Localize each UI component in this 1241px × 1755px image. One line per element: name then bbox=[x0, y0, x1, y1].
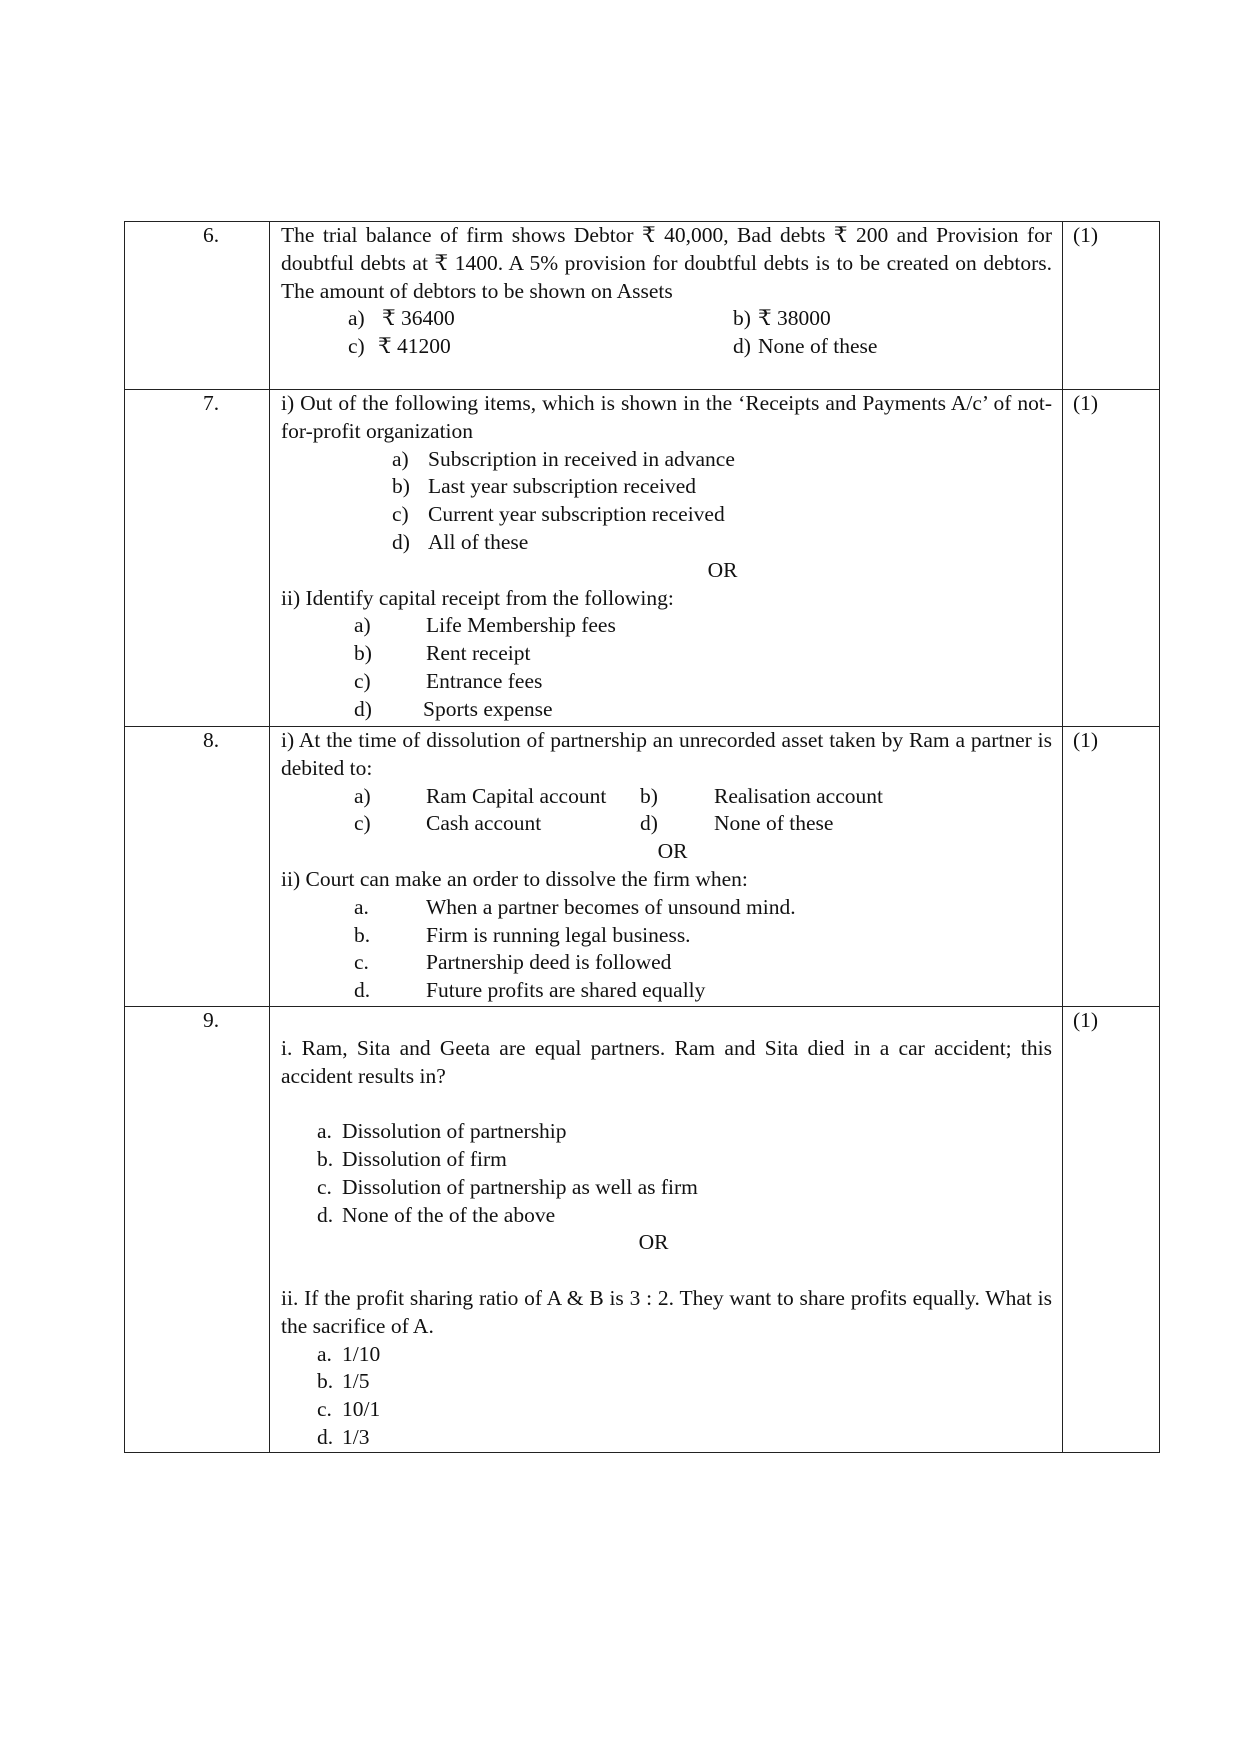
option-row bbox=[281, 894, 1052, 922]
option-label: b. bbox=[354, 922, 371, 947]
option-row bbox=[281, 305, 1052, 333]
marks: (1) bbox=[1073, 728, 1099, 752]
option-text: Dissolution of partnership bbox=[342, 1119, 567, 1144]
option-row bbox=[281, 1341, 1052, 1369]
question-stem: i. Ram, Sita and Geeta are equal partners. Ram and Sita died in a car accident; this accident results in? bbox=[281, 1035, 1052, 1088]
marks-cell bbox=[1063, 390, 1160, 727]
option-label: d. bbox=[317, 1424, 334, 1449]
option-label: a. bbox=[317, 1341, 332, 1366]
question-number: 7. bbox=[202, 391, 220, 415]
question-body bbox=[270, 727, 1063, 1007]
option-text: ₹ 38000 bbox=[758, 306, 831, 331]
question-number-cell bbox=[125, 222, 270, 390]
option-text: None of these bbox=[714, 811, 834, 836]
question-body bbox=[270, 1007, 1063, 1453]
question-number-cell bbox=[125, 1007, 270, 1453]
marks-cell bbox=[1063, 1007, 1160, 1453]
question-number: 6. bbox=[202, 223, 220, 247]
option-label: d) bbox=[640, 811, 658, 836]
option-text: Rent receipt bbox=[426, 641, 531, 666]
option-text: Current year subscription received bbox=[428, 502, 725, 527]
option-row bbox=[281, 1396, 1052, 1424]
option-text: Realisation account bbox=[714, 783, 883, 808]
option-row bbox=[281, 810, 1052, 838]
option-label: c) bbox=[354, 811, 371, 836]
option-label: b. bbox=[317, 1146, 334, 1171]
option-row bbox=[281, 1368, 1052, 1396]
option-row bbox=[281, 529, 1052, 557]
option-row bbox=[281, 501, 1052, 529]
option-row bbox=[281, 1202, 1052, 1230]
option-label: a) bbox=[392, 446, 409, 471]
question-row-9 bbox=[125, 1007, 1160, 1453]
option-label: b. bbox=[317, 1369, 334, 1394]
question-table bbox=[124, 221, 1160, 1453]
option-text: None of the of the above bbox=[342, 1202, 556, 1227]
question-row-7 bbox=[125, 390, 1160, 727]
option-text: Cash account bbox=[426, 811, 542, 836]
option-row bbox=[281, 1424, 1052, 1452]
option-label: a. bbox=[354, 894, 369, 919]
option-text: Dissolution of firm bbox=[342, 1146, 507, 1171]
option-label: b) bbox=[354, 641, 372, 666]
option-row bbox=[281, 977, 1052, 1005]
question-body bbox=[270, 390, 1063, 727]
option-label: d) bbox=[392, 529, 410, 554]
option-text: 1/5 bbox=[342, 1369, 370, 1394]
option-label: b) bbox=[733, 306, 751, 331]
option-label: d. bbox=[317, 1202, 334, 1227]
marks: (1) bbox=[1073, 391, 1099, 415]
option-label: c. bbox=[354, 950, 369, 975]
option-text: All of these bbox=[428, 529, 529, 554]
option-text: ₹ 36400 bbox=[382, 306, 455, 331]
marks: (1) bbox=[1073, 223, 1099, 247]
option-text: Subscription in received in advance bbox=[428, 446, 735, 471]
question-stem: ii) Identify capital receipt from the following: bbox=[281, 585, 674, 610]
option-text: Ram Capital account bbox=[426, 783, 607, 808]
option-row bbox=[281, 783, 1052, 811]
question-number: 9. bbox=[202, 1008, 220, 1032]
marks-cell bbox=[1063, 222, 1160, 390]
question-stem: i) Out of the following items, which is shown in the ‘Receipts and Payments A/c’ of not-for-profit organization bbox=[281, 391, 1052, 443]
question-row-8 bbox=[125, 727, 1160, 1007]
question-row-6 bbox=[125, 222, 1160, 390]
option-text: Partnership deed is followed bbox=[426, 950, 672, 975]
option-row bbox=[281, 668, 1052, 696]
or-divider: OR bbox=[638, 1230, 669, 1255]
marks: (1) bbox=[1073, 1008, 1099, 1032]
option-text: 1/3 bbox=[342, 1424, 370, 1449]
option-label: c) bbox=[348, 334, 365, 359]
option-label: a) bbox=[354, 783, 371, 808]
option-label: c) bbox=[354, 668, 371, 693]
question-number-cell bbox=[125, 390, 270, 727]
question-body bbox=[270, 222, 1063, 390]
option-text: Sports expense bbox=[423, 696, 553, 721]
option-row bbox=[281, 1118, 1052, 1146]
question-number: 8. bbox=[202, 728, 220, 752]
option-label: b) bbox=[640, 783, 658, 808]
option-row bbox=[281, 446, 1052, 474]
option-text: When a partner becomes of unsound mind. bbox=[426, 894, 796, 919]
option-label: b) bbox=[392, 474, 410, 499]
question-stem: i) At the time of dissolution of partnership an unrecorded asset taken by Ram a partner is debited to: bbox=[281, 728, 1052, 780]
question-stem: ii. If the profit sharing ratio of A & B is 3 : 2. They want to share profits equally. What is the sacrifice of A. bbox=[281, 1285, 1052, 1338]
option-text: 1/10 bbox=[342, 1341, 381, 1366]
option-row bbox=[281, 696, 1052, 724]
question-number-cell bbox=[125, 727, 270, 1007]
option-label: d) bbox=[354, 696, 372, 721]
option-label: d. bbox=[354, 978, 371, 1003]
option-label: a. bbox=[317, 1119, 332, 1144]
option-text: Entrance fees bbox=[426, 668, 543, 693]
question-stem: The trial balance of firm shows Debtor ₹ 40,000, Bad debts ₹ 200 and Provision for doubtful debts at ₹ 1400. A 5% provision for doubtful debts is to be created on debtors. The amount of debtors to be shown on Assets bbox=[281, 223, 1052, 303]
question-stem: ii) Court can make an order to dissolve the firm when: bbox=[281, 866, 748, 891]
option-text: Last year subscription received bbox=[428, 474, 697, 499]
option-label: c) bbox=[392, 502, 409, 527]
option-row bbox=[281, 922, 1052, 950]
or-divider: OR bbox=[657, 839, 688, 864]
option-text: ₹ 41200 bbox=[378, 334, 451, 359]
option-row bbox=[281, 333, 1052, 361]
option-label: c. bbox=[317, 1397, 332, 1422]
option-text: Dissolution of partnership as well as firm bbox=[342, 1174, 698, 1199]
option-row bbox=[281, 949, 1052, 977]
option-row bbox=[281, 612, 1052, 640]
or-divider: OR bbox=[707, 557, 738, 582]
option-row bbox=[281, 1146, 1052, 1174]
option-label: a) bbox=[354, 613, 371, 638]
option-row bbox=[281, 640, 1052, 668]
option-label: a) bbox=[348, 306, 365, 331]
marks-cell bbox=[1063, 727, 1160, 1007]
option-text: Life Membership fees bbox=[426, 613, 616, 638]
option-text: Future profits are shared equally bbox=[426, 978, 706, 1003]
option-text: Firm is running legal business. bbox=[426, 922, 691, 947]
option-row bbox=[281, 473, 1052, 501]
option-label: c. bbox=[317, 1174, 332, 1199]
option-text: 10/1 bbox=[342, 1397, 381, 1422]
option-text: None of these bbox=[758, 334, 878, 359]
option-label: d) bbox=[733, 334, 751, 359]
option-row bbox=[281, 1174, 1052, 1202]
